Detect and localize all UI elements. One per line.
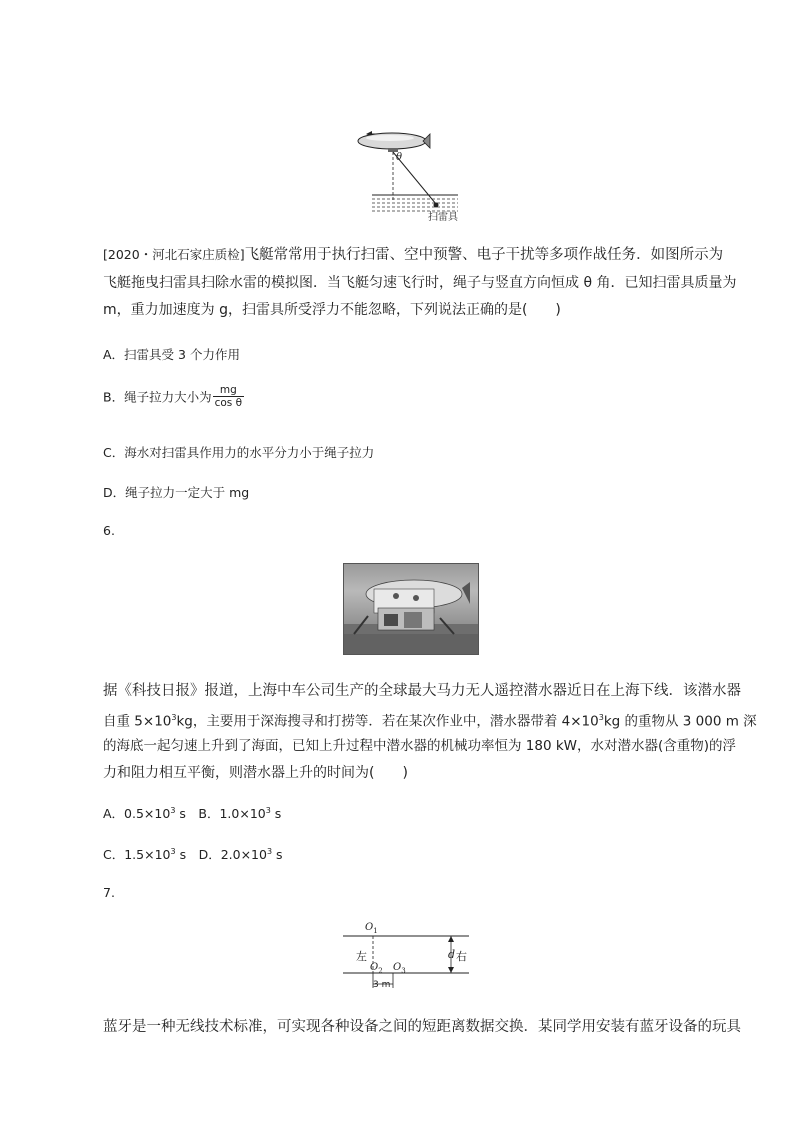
label-O1: $O_1$: [365, 922, 378, 935]
figure-caption: 扫雷具: [428, 212, 458, 223]
label-right: 右: [456, 950, 467, 963]
label-left: 左: [356, 950, 367, 963]
q5-option-d: D．绳子拉力一定大于 mg: [103, 485, 250, 500]
q6-line4: 力和阻力相互平衡，则潜水器上升的时间为( ): [103, 765, 408, 781]
label-d: d: [448, 948, 456, 961]
theta-label: θ: [396, 152, 403, 163]
q6-number: 6.: [103, 523, 115, 538]
submersible-photo: [343, 563, 479, 655]
q5-line3: m，重力加速度为 g，扫雷具所受浮力不能忽略，下列说法正确的是( ): [103, 302, 561, 318]
q5-line2: 飞艇拖曳扫雷具扫除水雷的模拟图．当飞艇匀速飞行时，绳子与竖直方向恒成 θ 角．已知扫雷具质量为: [103, 275, 737, 291]
q5-line1: [2020・河北石家庄质检]飞艇常常用于执行扫雷、空中预警、电子干扰等多项作战任务．如图所示为: [103, 247, 724, 263]
q6-options-cd: C．$1.5\times 10^3$ s D．$2.0\times 10^3$ s: [103, 846, 283, 862]
q5-option-a: A．扫雷具受 3 个力作用: [103, 347, 240, 362]
q6-line2: 自重 $5\times 10^3kg$，主要用于深海搜寻和打捞等．若在某次作业中，潜水器带着 $4\times 10^3kg$ 的重物从 3 000 m 深: [103, 713, 757, 730]
q5-option-c: C．海水对扫雷具作用力的水平分力小于绳子拉力: [103, 445, 375, 460]
q7-number: 7.: [103, 885, 115, 900]
q6-line3: 的海底一起匀速上升到了海面，已知上升过程中潜水器的机械功率恒为 180 kW，水对潜水器(含重物)的浮: [103, 738, 737, 754]
label-O2: $O_2$: [370, 962, 383, 975]
q6-line1: 据《科技日报》报道，上海中车公司生产的全球最大马力无人遥控潜水器近日在上海下线．该潜水器: [103, 683, 741, 699]
q5-option-b: B．绳子拉力大小为 $\frac{mg}{\text{cos θ}}$: [103, 384, 243, 409]
fraction: $\frac{mg}{\text{cos θ}}$: [214, 384, 243, 409]
q6-options-ab: A．$0.5\times 10^3$ s B．$1.0\times 10^3$ s: [103, 805, 282, 821]
label-3m: 3 m: [373, 980, 391, 990]
label-O3: $O_3$: [393, 962, 406, 975]
q5-source: [2020・河北石家庄质检]: [103, 247, 245, 262]
q7-line1: 蓝牙是一种无线技术标准，可实现各种设备之间的短距离数据交换．某同学用安装有蓝牙设备的玩具: [103, 1019, 741, 1035]
